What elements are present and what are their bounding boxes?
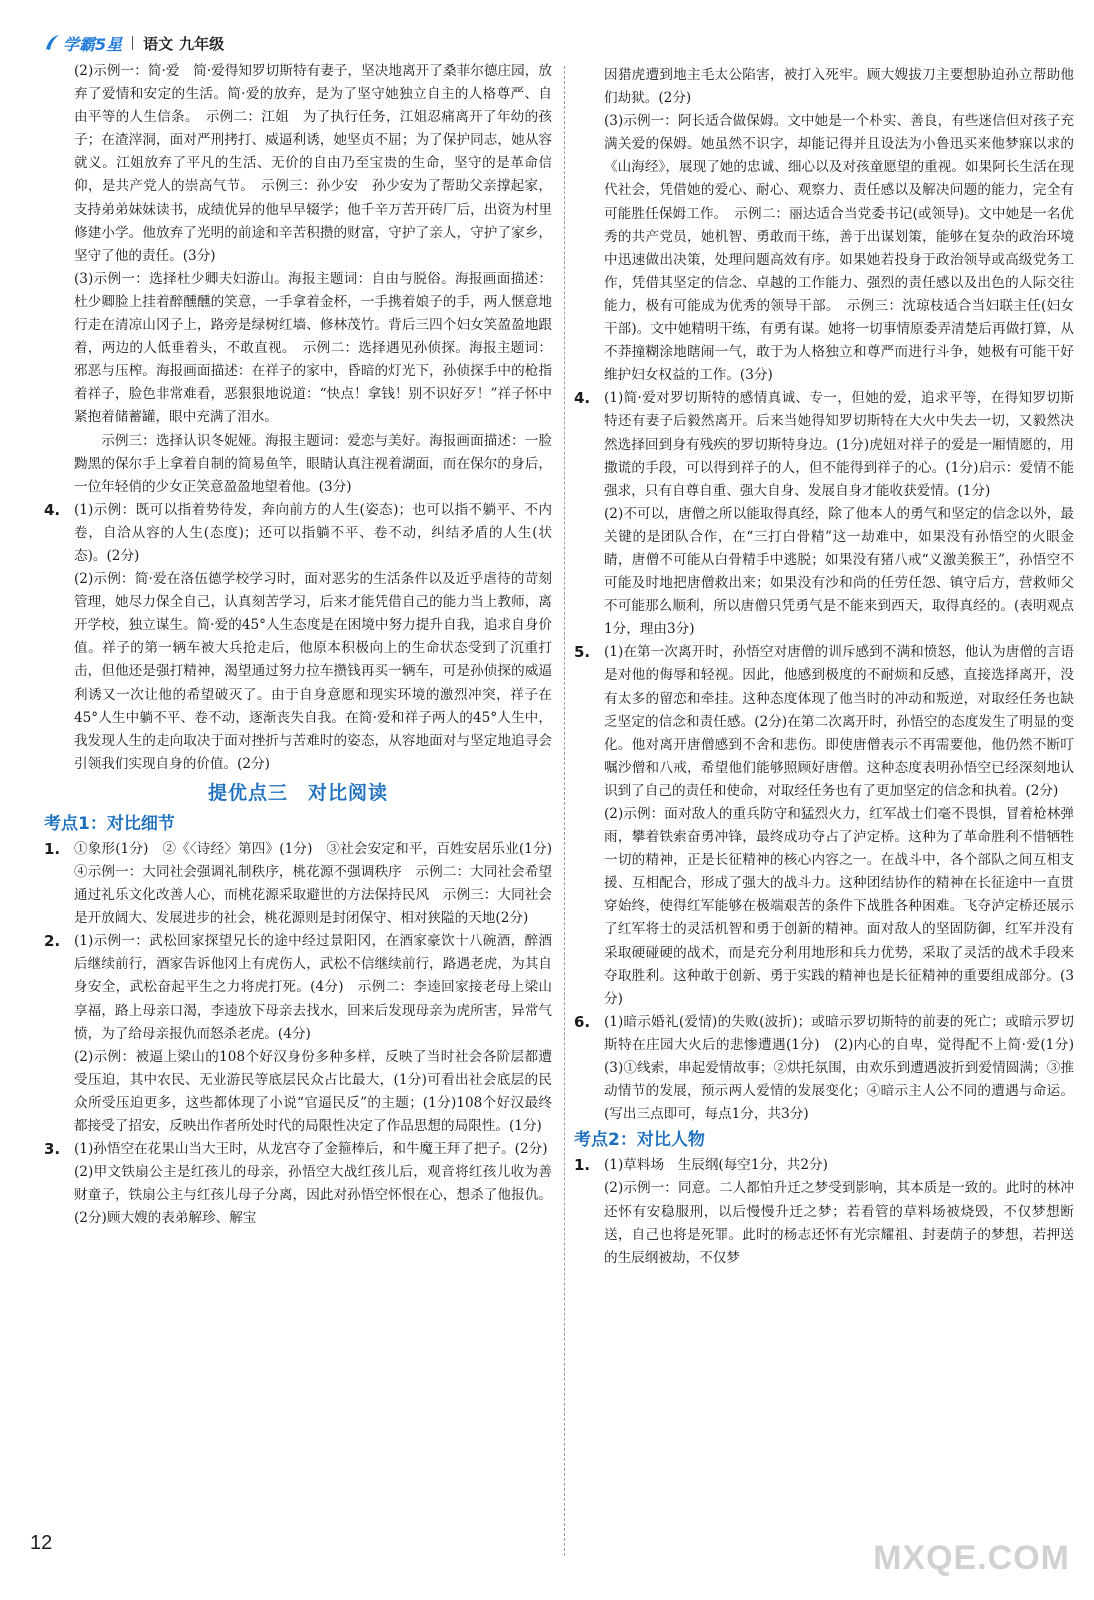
right-column [574, 64, 1088, 1270]
answer-3-3-example3: 示例三：选择认识冬妮娅。海报主题词：爱恋与美好。海报画面描述：一脸黝黑的保尔手上拿着自制的简易鱼竿，眼睛认真注视着湖面，而在保尔的身后，一位年轻俏的少女正笑意盈盈地望着他。(3分) [74, 432, 552, 495]
k1-question-2 [44, 930, 552, 1138]
page-header [44, 26, 224, 60]
question-number: 5. [574, 643, 591, 662]
r-answer-4-1: (1)简·爱对罗切斯特的感情真诚、专一，但她的爱，追求平等，在得知罗切斯特还有妻子后毅然离开。后来当她得知罗切斯特在大火中失去一切，又毅然决然选择回到身有残疾的罗切斯特身边。(1分)虎妞对祥子的爱是一厢情愿的，用撒谎的手段，可以得到祥子的人，但不能得到祥子的心。(1分)启示：爱情不能强求，只有自尊自重、强大自身、发展自身才能收获爱情。(1分) [604, 390, 1074, 499]
answer-4-1: (1)示例：既可以指着势待发，奔向前方的人生(姿态)；也可以指不躺平、不内卷，自洽从容的人生(态度)；还可以指躺不平、卷不动，纠结矛盾的人生(状态)。(2分) [74, 501, 552, 564]
k2-answer-1-1: (1)草料场 生辰纲(每空1分，共2分) [604, 1157, 828, 1174]
subject-label: 语文 [143, 34, 174, 53]
left-column [44, 60, 566, 1231]
k2-question-1 [574, 1154, 1074, 1269]
brand-name: 学霸5星 [63, 34, 123, 54]
r-answer-5-2: (2)示例：面对敌人的重兵防守和猛烈火力，红军战士们毫不畏惧，冒着枪林弹雨，攀着铁索奋勇冲锋，最终成功夺占了泸定桥。这种为了革命胜利不惜牺牲一切的精神，正是长征精神的核心内容之一。在战斗中，各个部队之间互相支援、互相配合，形成了强大的战斗力。这种团结协作的精神在长征途中一直贯穿始终，使得红军能够在极端艰苦的条件下战胜各种困难。飞夺泸定桥还展示了红军将士的灵活机智和勇于创新的精神。面对敌人的坚固防御，红军并没有采取硬碰硬的战术，而是充分利用地形和兵力优势，采取了灵活的战术手段来夺取胜利。这种敢于创新、勇于实践的精神也是长征精神的重要组成部分。(3分) [604, 806, 1074, 1007]
kaodian-1-heading: 考点1：对比细节 [44, 813, 175, 834]
k1-answer-3-1: (1)孙悟空在花果山当大王时，从龙宫夺了金箍棒后，和牛魔王拜了把子。(2分) [74, 1141, 548, 1158]
question-number: 4. [574, 389, 591, 408]
page-number: 12 [30, 1532, 53, 1554]
k1-question-1 [44, 838, 566, 930]
answer-4-2: (2)示例：简·爱在洛伍德学校学习时，面对恶劣的生活条件以及近乎虐待的苛刻管理，她尽力保全自己，认真刻苦学习，后来才能凭借自己的能力当上教师，离开学校，独立谋生。简·爱的45°人生态度是在困境中努力提升自我，追求自身价值。祥子的第一辆车被大兵抢走后，他原本积极向上的生命状态受到了沉重打击，但他还是强打精神，渴望通过努力拉车攒钱再买一辆车，可是孙侦探的威逼利诱又一次让他的希望破灭了。由于自身意愿和现实环境的激烈冲突，祥子在45°人生中躺不平、卷不动，逐渐丧失自我。在简·爱和祥子两人的45°人生中，我发现人生的走向取决于面对挫折与苦难时的姿态，从容地面对与坚定地追寻会引领我们实现自身的价值。(2分) [74, 571, 552, 772]
brand-swoosh-icon [44, 34, 60, 52]
r-answer-5-1: (1)在第一次离开时，孙悟空对唐僧的训斥感到不满和愤怒，他认为唐僧的言语是对他的侮辱和轻视。因此，他感到极度的不耐烦和反感，直接选择离开，没有太多的留恋和牵挂。这种态度体现了他当时的冲动和叛逆，对取经任务也缺乏坚定的信念和责任感。(2分)在第二次离开时，孙悟空的态度发生了明显的变化。他对离开唐僧感到不舍和悲伤。即使唐僧表示不再需要他，他仍然不断叮嘱沙僧和八戒，希望他们能够照顾好唐僧。这种态度表明孙悟空已经深刻地认识到了自己的责任和使命，对取经任务也有了更加坚定的信念和执着。(2分) [604, 644, 1074, 799]
answer-3-2-continued: 因猎虎遭到地主毛太公陷害，被打入死牢。顾大嫂拔刀主要想胁迫孙立帮助他们劫狱。(2分) [604, 67, 1074, 107]
question-number: 1. [44, 839, 61, 858]
k1-question-3 [44, 1138, 552, 1230]
k2-answer-1-2: (2)示例一：同意。二人都怕升迁之梦受到影响，其本质是一致的。此时的林冲还怀有安稳服刑，以后慢慢升迁之梦；若看管的草料场被烧毁，不仅梦想断送，自己也将是死罪。此时的杨志还怀有光宗耀祖、封妻荫子的梦想，若押送的生辰纲被劫，不仅梦 [604, 1180, 1074, 1266]
r-answer-4-2: (2)不可以，唐僧之所以能取得真经，除了他本人的勇气和坚定的信念以外，最关键的是团队合作，在“三打白骨精”这一劫难中，如果没有孙悟空的火眼金睛，唐僧不可能从白骨精手中逃脱；如果没有猪八戒“义激美猴王”，孙悟空不可能及时地把唐僧救出来；如果没有沙和尚的任劳任怨、镇守后方，营救师父不可能那么顺利，所以唐僧只凭勇气是不能来到西天，取得真经的。(表明观点1分，理由3分) [604, 505, 1074, 638]
column-divider [564, 66, 565, 1556]
answer-3-3-right: (3)示例一：阿长适合做保姆。文中她是一个朴实、善良，有些迷信但对孩子充满关爱的保姆。她虽然不识字，却能记得并且设法为小鲁迅买来他梦寐以求的《山海经》，展现了她的忠诚、细心以及对孩童愿望的重视。如果阿长生活在现代社会，凭借她的爱心、耐心、观察力、责任感以及解决问题的能力，完全有可能胜任保姆工作。 示例二：丽达适合当党委书记(或领导)。文中她是一名优秀的共产党员，她机智、勇敢而干练，善于出谋划策，能够在复杂的政治环境中迅速做出决策，处理问题高效有序。如果她若投身于政治领导或高级党务工作，凭借其坚定的信念、卓越的工作能力、强烈的责任感以及出色的人际交往能力，极有可能成为优秀的领导干部。 示例三：沈琼枝适合当妇联主任(妇女干部)。文中她精明干练，有勇有谋。她将一切事情原委弄清楚后再做打算，从不莽撞糊涂地瞎闹一气，敢于为人格独立和尊严而进行斗争，她极有可能干好维护妇女权益的工作。(3分) [604, 113, 1074, 384]
k1-answer-3-2: (2)甲文铁扇公主是红孩儿的母亲，孙悟空大战红孩儿后，观音将红孩儿收为善财童子，铁扇公主与红孩儿母子分离，因此对孙悟空怀恨在心，想杀了他报仇。(2分)顾大嫂的表弟解珍、解宝 [74, 1164, 552, 1227]
header-divider [132, 36, 133, 50]
kaodian-2-heading: 考点2：对比人物 [574, 1130, 705, 1151]
answer-3-2: (2)示例一：简·爱 简·爱得知罗切斯特有妻子，坚决地离开了桑菲尔德庄园，放弃了爱情和安定的生活。简·爱的放弃，是为了坚守她独立自主的人格尊严、自由平等的人生信条。 示例二：江姐 为了执行任务，江姐忍痛离开了年幼的孩子；在渣滓洞，面对严刑拷打、威逼利诱，她坚贞不屈；为了保护同志，她从容就义。江姐放弃了平凡的生活、无价的自由乃至宝贵的生命，坚守的是革命信仰，是共产党人的崇高气节。 示例三：孙少安 孙少安为了帮助父亲撑起家，支持弟弟妹妹读书，成绩优异的他早早辍学；他千辛万苦开砖厂后，出资为村里修建小学。他放弃了光明的前途和辛苦积攒的财富，守护了亲人，守护了家乡，坚守了他的责任。(3分) [74, 63, 552, 264]
question-number: 3. [44, 1140, 61, 1159]
question-number: 4. [44, 500, 61, 519]
watermark: MXQE.COM [873, 1539, 1070, 1577]
answer-3-3: (3)示例一：选择杜少卿夫妇游山。海报主题词：自由与脱俗。海报画面描述：杜少卿脸上挂着醉醺醺的笑意，一手拿着金杯，一手携着娘子的手，两人惬意地行走在清凉山冈子上，路旁是绿树红墙、修林茂竹。背后三四个妇女笑盈盈地跟着，两边的人低垂着头，不敢直视。 示例二：选择遇见孙侦探。海报主题词：邪恶与压榨。海报画面描述：在祥子的家中，昏暗的灯光下，孙侦探手中的枪指着祥子，脸色非常难看，恶狠狠地说道：“快点！拿钱！别不识好歹！”祥子怀中紧抱着储蓄罐，眼中充满了泪水。 [74, 270, 552, 426]
k1-answer-2-2: (2)示例：被逼上梁山的108个好汉身份多种多样，反映了当时社会各阶层都遭受压迫，其中农民、无业游民等底层民众占比最大，(1分)可看出社会底层的民众所受压迫更多，这些都体现了小说“官逼民反”的主题；(1分)108个好汉最终都接受了招安，反映出作者所处时代的局限性决定了作品思想的局限性。(1分) [74, 1048, 552, 1135]
r-answer-6: (1)暗示婚礼(爱情)的失败(波折)；或暗示罗切斯特的前妻的死亡；或暗示罗切斯特在庄园大火后的悲惨遭遇(1分) (2)内心的自卑，觉得配不上简·爱(1分) (3)①线索，串起爱情故事；②烘托氛围，由欢乐到遭遇波折到爱情圆满；③推动情节的发展，预示两人爱情的发展变化；④暗示主人公不同的遭遇与命运。(写出三点即可，每点1分，共3分) [604, 1013, 1088, 1123]
question-number: 1. [574, 1156, 591, 1175]
grade-label: 九年级 [179, 34, 225, 53]
k1-answer-1: ①象形(1分) ②《〈诗经〉第四》(1分) ③社会安定和平，百姓安居乐业(1分) ④示例一：大同社会强调礼制秩序，桃花源不强调秩序 示例二：大同社会希望通过礼乐文化改善人心，而桃花源采取避世的方法保持民风 示例三：大同社会是开放阔大、发展进步的社会，桃花源则是封闭保守、相对狭隘的天地(2分) [74, 840, 566, 927]
k1-answer-2-1: (1)示例一：武松回家探望兄长的途中经过景阳冈，在酒家豪饮十八碗酒，醉酒后继续前行，酒家告诉他冈上有虎伤人，武松不信继续前行，路遇老虎，为其自身安全，武松奋起平生之力将虎打死。(4分) 示例二：李逵回家接老母上梁山享福，路上母亲口渴，李逵放下母亲去找水，回来后发现母亲为虎所害，异常气愤，为了给母亲报仇而怒杀老虎。(4分) [74, 933, 552, 1042]
brand-logo [44, 32, 122, 55]
r-question-6 [574, 1011, 1088, 1126]
r-question-5 [574, 641, 1074, 1011]
question-4 [44, 499, 552, 776]
r-question-4 [574, 387, 1074, 641]
question-number: 6. [574, 1012, 591, 1031]
question-number: 2. [44, 932, 61, 951]
section-title: 提优点三 对比阅读 [207, 781, 388, 804]
